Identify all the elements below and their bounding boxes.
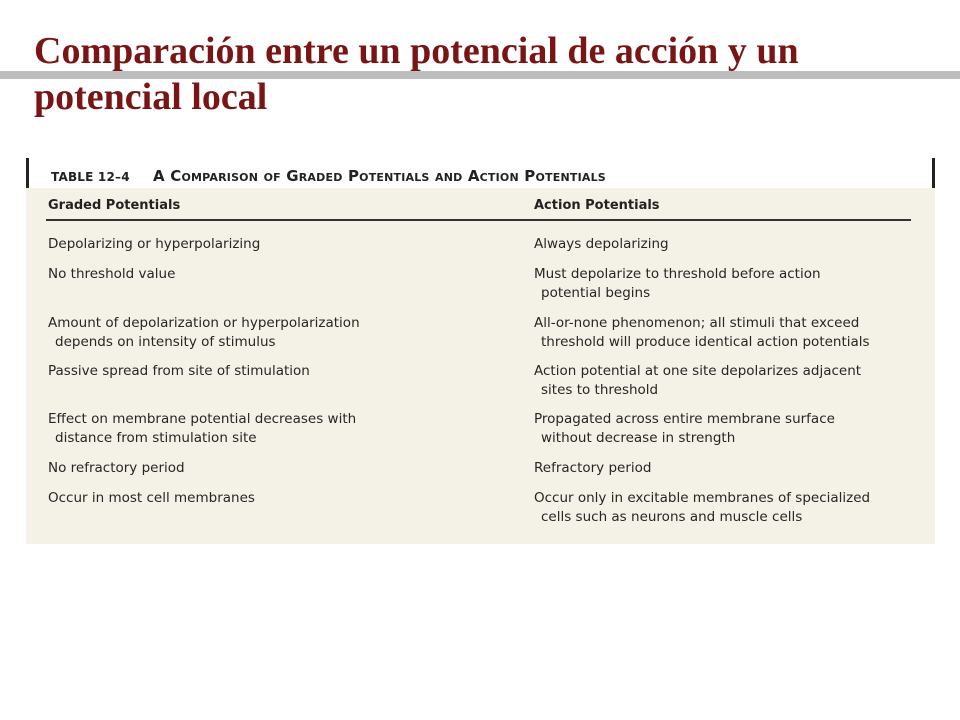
slide-title-line1: Comparación entre un potencial de acción y un: [34, 30, 799, 72]
slide-title: [34, 28, 934, 120]
column-header-rule: [46, 219, 911, 221]
cell-line: potential begins: [541, 285, 651, 301]
cell-action: [534, 459, 924, 478]
table-body: [26, 188, 935, 544]
cell-line: Must depolarize to threshold before action: [534, 266, 821, 282]
slide-title-line2: potencial local: [34, 76, 268, 118]
cell-graded: [48, 235, 518, 254]
cell-action: [534, 410, 924, 448]
cell-line: sites to threshold: [541, 382, 659, 398]
comparison-table: [26, 158, 935, 544]
cell-action: [534, 235, 924, 254]
cell-action: [534, 489, 924, 527]
cell-line: threshold will produce identical action potentials: [541, 334, 870, 350]
cell-line: Refractory period: [534, 460, 652, 476]
cell-line: All-or-none phenomenon; all stimuli that exceed: [534, 315, 860, 331]
cell-line: Depolarizing or hyperpolarizing: [48, 236, 261, 252]
cell-graded: [48, 362, 518, 381]
column-header-action: Action Potentials: [534, 198, 660, 213]
cell-graded: [48, 459, 518, 478]
cell-line: without decrease in strength: [541, 430, 736, 446]
cell-graded: [48, 314, 518, 352]
cell-graded: [48, 489, 518, 508]
cell-action: [534, 314, 924, 352]
cell-line: depends on intensity of stimulus: [55, 334, 276, 350]
cell-line: distance from stimulation site: [55, 430, 257, 446]
table-header-bar: [26, 158, 935, 188]
cell-action: [534, 265, 924, 303]
cell-line: Propagated across entire membrane surface: [534, 411, 835, 427]
cell-line: No threshold value: [48, 266, 176, 282]
cell-line: Amount of depolarization or hyperpolarization: [48, 315, 360, 331]
cell-graded: [48, 410, 518, 448]
cell-line: Occur only in excitable membranes of specialized: [534, 490, 871, 506]
cell-line: Passive spread from site of stimulation: [48, 363, 310, 379]
cell-line: Occur in most cell membranes: [48, 490, 255, 506]
cell-line: No refractory period: [48, 460, 185, 476]
cell-line: Action potential at one site depolarizes adjacent: [534, 363, 862, 379]
cell-line: Always depolarizing: [534, 236, 669, 252]
table-heading: A Comparison of Graded Potentials and Action Potentials: [153, 167, 606, 185]
cell-line: cells such as neurons and muscle cells: [541, 509, 803, 525]
cell-line: Effect on membrane potential decreases with: [48, 411, 357, 427]
cell-action: [534, 362, 924, 400]
column-header-graded: Graded Potentials: [48, 198, 181, 213]
cell-graded: [48, 265, 518, 284]
table-label: TABLE 12–4: [51, 170, 130, 184]
